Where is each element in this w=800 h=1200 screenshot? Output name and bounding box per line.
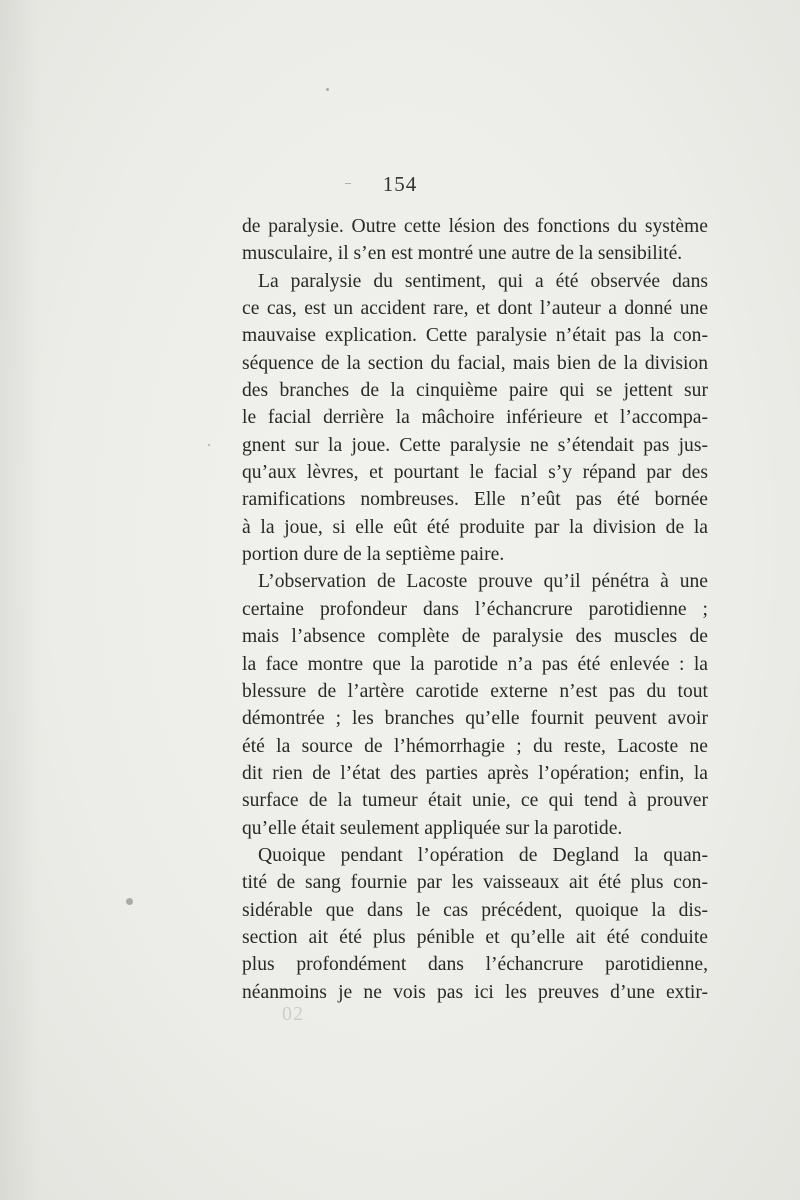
text-line: gnent sur la joue. Cette paralysie ne s’étendait pas jus- xyxy=(242,434,708,456)
text-line: de paralysie. Outre cette lésion des fonctions du système xyxy=(242,216,708,237)
text-line: démontrée ; les branches qu’elle fournit peuvent avoir xyxy=(242,708,708,730)
text-line: plus profondément dans l’échancrure parotidienne, xyxy=(242,954,708,976)
text-line: dit rien de l’état des parties après l’opération; enfin, la xyxy=(242,762,708,784)
text-line: la face montre que la parotide n’a pas été enlevée : la xyxy=(242,653,708,675)
text-line: à la joue, si elle eût été produite par la division de la xyxy=(242,516,708,538)
page-number: 154 xyxy=(382,172,418,196)
text-line: qu’elle était seulement appliquée sur la parotide. xyxy=(242,817,623,839)
text-line: blessure de l’artère carotide externe n’est pas du tout xyxy=(242,680,708,702)
text-line: qu’aux lèvres, et pourtant le facial s’y répand par des xyxy=(242,462,708,484)
text-line: ramifications nombreuses. Elle n’eût pas été bornée xyxy=(242,489,708,511)
text-line: mauvaise explication. Cette paralysie n’était pas la con- xyxy=(242,325,708,347)
text-line: surface de la tumeur était unie, ce qui tend à prouver xyxy=(242,790,708,812)
text-line: La paralysie du sentiment, qui a été observée dans xyxy=(258,270,708,292)
signature-mark: 02 xyxy=(282,1003,304,1025)
text-line: L’observation de Lacoste prouve qu’il pénétra à une xyxy=(258,571,708,593)
text-line: mais l’absence complète de paralysie des muscles de xyxy=(242,626,708,648)
text-line: ce cas, est un accident rare, et dont l’auteur a donné une xyxy=(242,298,708,320)
text-line: le facial derrière la mâchoire inférieure et l’accompa- xyxy=(242,407,708,429)
text-line: certaine profondeur dans l’échancrure parotidienne ; xyxy=(242,598,708,620)
text-line: été la source de l’hémorrhagie ; du reste, Lacoste ne xyxy=(242,735,708,757)
paper-speck xyxy=(326,88,329,91)
text-line: section ait été plus pénible et qu’elle ait été conduite xyxy=(242,926,708,948)
text-line: tité de sang fournie par les vaisseaux ait été plus con- xyxy=(242,872,708,894)
paper-speck xyxy=(126,898,133,905)
text-line: néanmoins je ne vois pas ici les preuves d’une extir- xyxy=(242,981,708,1003)
text-line: séquence de la section du facial, mais bien de la division xyxy=(242,352,708,374)
text-line: musculaire, il s’en est montré une autre de la sensibilité. xyxy=(242,243,683,265)
paper-speck xyxy=(208,444,210,446)
text-line: Quoique pendant l’opération de Degland la quan- xyxy=(258,844,708,866)
text-line: des branches de la cinquième paire qui se jettent sur xyxy=(242,380,708,402)
paper-speck xyxy=(345,183,351,184)
body-text xyxy=(242,213,708,1006)
text-line: portion dure de la septième paire. xyxy=(242,544,505,566)
text-line: sidérable que dans le cas précédent, quoique la dis- xyxy=(242,899,708,921)
